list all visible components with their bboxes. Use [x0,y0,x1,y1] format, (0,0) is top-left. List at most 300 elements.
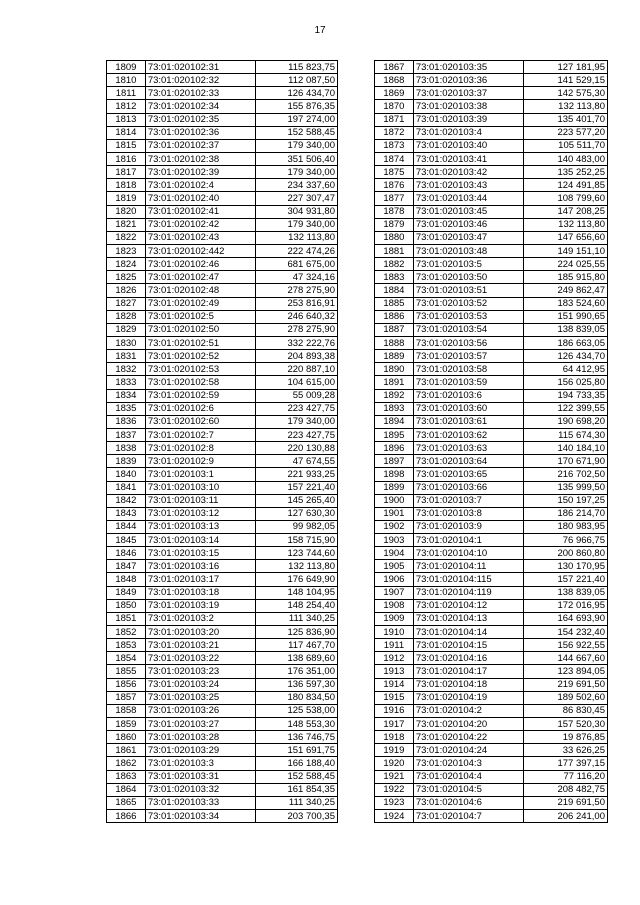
cadastral-value: 223 577,20 [524,126,608,139]
row-number: 1898 [375,468,414,481]
row-number: 1817 [107,166,146,179]
table-row [375,113,608,126]
table-row [375,402,608,415]
table-row [107,179,338,192]
cadastral-value: 681 675,00 [256,258,338,271]
table-row [107,665,338,678]
table-row [107,481,338,494]
cadastral-number: 73:01:020103:58 [413,363,524,376]
table-row [375,152,608,165]
row-number: 1873 [375,139,414,152]
table-row [107,336,338,349]
table-row [107,415,338,428]
table-row [375,323,608,336]
table-row [375,612,608,625]
table-row [107,231,338,244]
cadastral-number: 73:01:020103:14 [145,534,256,547]
table-row [375,350,608,363]
cadastral-number: 73:01:020104:6 [413,796,524,809]
row-number: 1830 [107,336,146,349]
cadastral-number: 73:01:020103:13 [145,520,256,533]
table-row [375,166,608,179]
cadastral-number: 73:01:020103:3 [145,757,256,770]
cadastral-number: 73:01:020103:65 [413,468,524,481]
cadastral-value: 223 427,75 [256,428,338,441]
cadastral-value: 172 016,95 [524,599,608,612]
cadastral-number: 73:01:020102:33 [145,87,256,100]
row-number: 1922 [375,783,414,796]
row-number: 1823 [107,244,146,257]
cadastral-value: 227 307,47 [256,192,338,205]
row-number: 1881 [375,244,414,257]
row-number: 1894 [375,415,414,428]
cadastral-number: 73:01:020102:48 [145,284,256,297]
cadastral-number: 73:01:020103:45 [413,205,524,218]
table-row [107,691,338,704]
cadastral-value: 204 893,38 [256,350,338,363]
table-row [107,534,338,547]
cadastral-value: 138 689,60 [256,652,338,665]
cadastral-value: 151 691,75 [256,744,338,757]
cadastral-number: 73:01:020102:46 [145,258,256,271]
table-row [107,494,338,507]
row-number: 1810 [107,74,146,87]
cadastral-value: 149 151,10 [524,244,608,257]
table-row [107,599,338,612]
cadastral-value: 179 340,00 [256,139,338,152]
row-number: 1913 [375,665,414,678]
cadastral-value: 99 982,05 [256,520,338,533]
table-row [375,192,608,205]
row-number: 1831 [107,350,146,363]
cadastral-number: 73:01:020103:35 [413,61,524,74]
cadastral-value: 183 524,60 [524,297,608,310]
row-number: 1835 [107,402,146,415]
table-row [107,139,338,152]
cadastral-value: 200 860,80 [524,547,608,560]
cadastral-number: 73:01:020102:50 [145,323,256,336]
cadastral-value: 105 511,70 [524,139,608,152]
cadastral-number: 73:01:020103:64 [413,455,524,468]
table-row [107,350,338,363]
cadastral-value: 154 232,40 [524,626,608,639]
table-row [375,783,608,796]
cadastral-value: 136 597,30 [256,678,338,691]
cadastral-number: 73:01:020103:33 [145,796,256,809]
cadastral-number: 73:01:020103:62 [413,428,524,441]
cadastral-value: 216 702,50 [524,468,608,481]
cadastral-value: 155 876,35 [256,100,338,113]
row-number: 1907 [375,586,414,599]
cadastral-number: 73:01:020103:9 [413,520,524,533]
row-number: 1814 [107,126,146,139]
cadastral-number: 73:01:020103:6 [413,389,524,402]
row-number: 1854 [107,652,146,665]
cadastral-number: 73:01:020102:35 [145,113,256,126]
row-number: 1824 [107,258,146,271]
row-number: 1819 [107,192,146,205]
row-number: 1848 [107,573,146,586]
cadastral-value: 147 656,60 [524,231,608,244]
cadastral-value: 127 181,95 [524,61,608,74]
cadastral-value: 190 698,20 [524,415,608,428]
cadastral-number: 73:01:020103:40 [413,139,524,152]
row-number: 1923 [375,796,414,809]
row-number: 1829 [107,323,146,336]
cadastral-number: 73:01:020104:1 [413,534,524,547]
cadastral-value: 194 733,35 [524,389,608,402]
table-row [375,139,608,152]
table-row [375,534,608,547]
table-row [375,744,608,757]
cadastral-number: 73:01:020103:26 [145,704,256,717]
cadastral-number: 73:01:020102:38 [145,152,256,165]
table-row [375,218,608,231]
row-number: 1921 [375,770,414,783]
table-row [107,402,338,415]
cadastral-value: 179 340,00 [256,166,338,179]
row-number: 1812 [107,100,146,113]
row-number: 1820 [107,205,146,218]
table-row [107,560,338,573]
row-number: 1825 [107,271,146,284]
cadastral-value: 176 351,00 [256,665,338,678]
table-row [107,323,338,336]
row-number: 1892 [375,389,414,402]
cadastral-number: 73:01:020103:36 [413,74,524,87]
table-row [375,310,608,323]
row-number: 1915 [375,691,414,704]
table-row [107,612,338,625]
row-number: 1895 [375,428,414,441]
row-number: 1836 [107,415,146,428]
table-row [375,336,608,349]
table-row [375,718,608,731]
registry-table-left [106,60,338,823]
cadastral-value: 304 931,80 [256,205,338,218]
cadastral-number: 73:01:020103:8 [413,507,524,520]
table-row [375,520,608,533]
cadastral-number: 73:01:020104:4 [413,770,524,783]
cadastral-number: 73:01:020103:20 [145,626,256,639]
row-number: 1905 [375,560,414,573]
row-number: 1869 [375,87,414,100]
cadastral-value: 86 830,45 [524,704,608,717]
table-row [107,704,338,717]
table-row [375,507,608,520]
row-number: 1882 [375,258,414,271]
table-row [107,205,338,218]
table-row [375,468,608,481]
table-row [107,770,338,783]
cadastral-number: 73:01:020102:59 [145,389,256,402]
cadastral-number: 73:01:020104:3 [413,757,524,770]
table-row [107,126,338,139]
row-number: 1841 [107,481,146,494]
cadastral-number: 73:01:020103:50 [413,271,524,284]
row-number: 1815 [107,139,146,152]
cadastral-value: 156 922,55 [524,639,608,652]
row-number: 1813 [107,113,146,126]
cadastral-value: 111 340,25 [256,796,338,809]
row-number: 1897 [375,455,414,468]
row-number: 1924 [375,810,414,823]
cadastral-number: 73:01:020103:34 [145,810,256,823]
cadastral-value: 132 113,80 [256,231,338,244]
cadastral-number: 73:01:020102:32 [145,74,256,87]
table-row [107,639,338,652]
row-number: 1918 [375,731,414,744]
cadastral-value: 157 221,40 [524,573,608,586]
cadastral-number: 73:01:020104:20 [413,718,524,731]
cadastral-value: 126 434,70 [256,87,338,100]
cadastral-value: 122 399,55 [524,402,608,415]
cadastral-value: 112 087,50 [256,74,338,87]
row-number: 1876 [375,179,414,192]
table-row [375,810,608,823]
cadastral-number: 73:01:020102:41 [145,205,256,218]
row-number: 1899 [375,481,414,494]
table-row [375,547,608,560]
row-number: 1901 [375,507,414,520]
row-number: 1861 [107,744,146,757]
cadastral-number: 73:01:020104:13 [413,612,524,625]
cadastral-value: 186 214,70 [524,507,608,520]
cadastral-value: 185 915,80 [524,271,608,284]
row-number: 1845 [107,534,146,547]
row-number: 1872 [375,126,414,139]
table-row [375,415,608,428]
cadastral-value: 117 467,70 [256,639,338,652]
cadastral-number: 73:01:020102:39 [145,166,256,179]
row-number: 1852 [107,626,146,639]
table-row [375,731,608,744]
table-row [375,691,608,704]
cadastral-value: 125 538,00 [256,704,338,717]
table-row [375,639,608,652]
table-row [107,796,338,809]
row-number: 1884 [375,284,414,297]
cadastral-value: 221 933,25 [256,468,338,481]
cadastral-value: 249 862,47 [524,284,608,297]
cadastral-value: 76 966,75 [524,534,608,547]
cadastral-number: 73:01:020103:46 [413,218,524,231]
cadastral-value: 224 025,55 [524,258,608,271]
table-row [375,573,608,586]
table-row [107,271,338,284]
table-row [107,218,338,231]
row-number: 1849 [107,586,146,599]
cadastral-value: 246 640,32 [256,310,338,323]
cadastral-value: 19 876,85 [524,731,608,744]
row-number: 1832 [107,363,146,376]
table-row [107,652,338,665]
cadastral-value: 127 630,30 [256,507,338,520]
cadastral-value: 148 104,95 [256,586,338,599]
row-number: 1821 [107,218,146,231]
table-row [107,547,338,560]
table-row [107,192,338,205]
cadastral-value: 140 483,00 [524,152,608,165]
table-row [375,376,608,389]
cadastral-value: 141 529,15 [524,74,608,87]
cadastral-number: 73:01:020104:18 [413,678,524,691]
cadastral-number: 73:01:020103:44 [413,192,524,205]
cadastral-value: 132 113,80 [256,560,338,573]
cadastral-number: 73:01:020102:34 [145,100,256,113]
row-number: 1903 [375,534,414,547]
cadastral-value: 55 009,28 [256,389,338,402]
cadastral-value: 220 887,10 [256,363,338,376]
cadastral-value: 148 254,40 [256,599,338,612]
cadastral-number: 73:01:020103:15 [145,547,256,560]
table-row [375,100,608,113]
cadastral-value: 135 252,25 [524,166,608,179]
cadastral-value: 223 427,75 [256,402,338,415]
cadastral-number: 73:01:020102:31 [145,61,256,74]
cadastral-value: 148 553,30 [256,718,338,731]
table-row [375,494,608,507]
registry-table-right [374,60,608,823]
row-number: 1858 [107,704,146,717]
cadastral-number: 73:01:020104:10 [413,547,524,560]
cadastral-number: 73:01:020103:56 [413,336,524,349]
cadastral-value: 151 990,65 [524,310,608,323]
row-number: 1837 [107,428,146,441]
cadastral-number: 73:01:020103:17 [145,573,256,586]
row-number: 1822 [107,231,146,244]
table-row [107,810,338,823]
cadastral-value: 132 113,80 [524,218,608,231]
row-number: 1877 [375,192,414,205]
table-row [375,704,608,717]
row-number: 1914 [375,678,414,691]
cadastral-value: 123 894,05 [524,665,608,678]
cadastral-value: 208 482,75 [524,783,608,796]
cadastral-number: 73:01:020104:22 [413,731,524,744]
row-number: 1862 [107,757,146,770]
cadastral-number: 73:01:020103:12 [145,507,256,520]
table-row [375,665,608,678]
page-number: 17 [314,25,326,36]
cadastral-number: 73:01:020102:9 [145,455,256,468]
table-row [375,560,608,573]
table-row [375,284,608,297]
table-row [375,796,608,809]
cadastral-number: 73:01:020103:47 [413,231,524,244]
cadastral-number: 73:01:020102:36 [145,126,256,139]
row-number: 1890 [375,363,414,376]
cadastral-number: 73:01:020103:11 [145,494,256,507]
cadastral-value: 170 671,90 [524,455,608,468]
cadastral-value: 278 275,90 [256,323,338,336]
row-number: 1847 [107,560,146,573]
cadastral-number: 73:01:020103:24 [145,678,256,691]
cadastral-number: 73:01:020103:54 [413,323,524,336]
table-row [107,586,338,599]
cadastral-number: 73:01:020103:5 [413,258,524,271]
row-number: 1900 [375,494,414,507]
cadastral-value: 135 999,50 [524,481,608,494]
table-row [107,678,338,691]
table-row [375,271,608,284]
cadastral-value: 166 188,40 [256,757,338,770]
table-row [107,74,338,87]
table-row [107,284,338,297]
table-row [375,258,608,271]
cadastral-number: 73:01:020102:7 [145,428,256,441]
table-row [107,389,338,402]
table-row [107,468,338,481]
row-number: 1896 [375,442,414,455]
cadastral-value: 177 397,15 [524,757,608,770]
cadastral-number: 73:01:020103:41 [413,152,524,165]
cadastral-value: 253 816,91 [256,297,338,310]
cadastral-number: 73:01:020104:115 [413,573,524,586]
row-number: 1851 [107,612,146,625]
row-number: 1859 [107,718,146,731]
cadastral-value: 351 506,40 [256,152,338,165]
table-row [107,442,338,455]
cadastral-value: 197 274,00 [256,113,338,126]
row-number: 1828 [107,310,146,323]
cadastral-number: 73:01:020103:1 [145,468,256,481]
cadastral-number: 73:01:020103:28 [145,731,256,744]
cadastral-value: 33 626,25 [524,744,608,757]
row-number: 1887 [375,323,414,336]
table-row [375,455,608,468]
table-row [107,731,338,744]
row-number: 1827 [107,297,146,310]
cadastral-number: 73:01:020102:47 [145,271,256,284]
cadastral-value: 332 222,76 [256,336,338,349]
cadastral-number: 73:01:020103:7 [413,494,524,507]
cadastral-value: 179 340,00 [256,415,338,428]
cadastral-number: 73:01:020103:39 [413,113,524,126]
row-number: 1809 [107,61,146,74]
row-number: 1846 [107,547,146,560]
row-number: 1888 [375,336,414,349]
cadastral-number: 73:01:020102:4 [145,179,256,192]
cadastral-value: 142 575,30 [524,87,608,100]
cadastral-value: 145 265,40 [256,494,338,507]
cadastral-number: 73:01:020102:49 [145,297,256,310]
cadastral-value: 189 502,60 [524,691,608,704]
cadastral-value: 158 715,90 [256,534,338,547]
table-row [375,652,608,665]
cadastral-value: 152 588,45 [256,126,338,139]
cadastral-number: 73:01:020103:61 [413,415,524,428]
table-row [375,126,608,139]
row-number: 1911 [375,639,414,652]
cadastral-value: 180 834,50 [256,691,338,704]
row-number: 1906 [375,573,414,586]
row-number: 1826 [107,284,146,297]
cadastral-number: 73:01:020104:12 [413,599,524,612]
cadastral-value: 220 130,88 [256,442,338,455]
row-number: 1912 [375,652,414,665]
row-number: 1871 [375,113,414,126]
cadastral-number: 73:01:020103:42 [413,166,524,179]
row-number: 1866 [107,810,146,823]
cadastral-value: 47 324,16 [256,271,338,284]
cadastral-number: 73:01:020102:58 [145,376,256,389]
table-row [107,455,338,468]
cadastral-value: 123 744,60 [256,547,338,560]
table-row [107,87,338,100]
cadastral-number: 73:01:020103:43 [413,179,524,192]
table-row [107,363,338,376]
